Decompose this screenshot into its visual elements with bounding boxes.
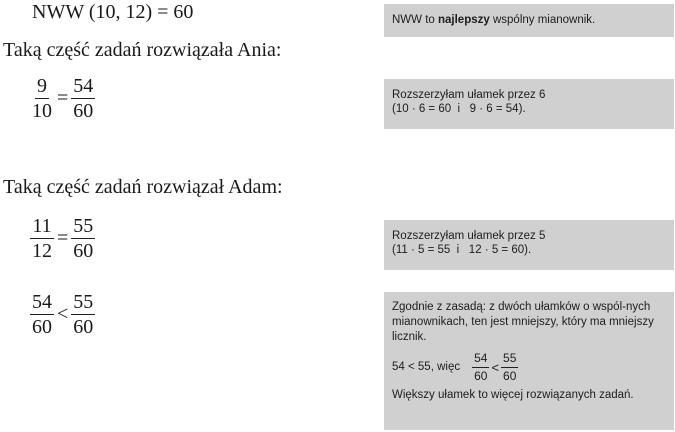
note-adam: Rozszerzyłam ułamek przez 5 (11 · 5 = 55 i 12 · 5 = 60). xyxy=(384,220,674,270)
fraction: $\frac{54}{60}$ xyxy=(73,75,94,122)
ania-equation: $\frac{9}{10}$ = $\frac{54}{60}$ xyxy=(32,75,94,122)
fraction: $\frac{54}{60}$ xyxy=(474,351,488,383)
rule-conclusion: Większy ułamek to więcej rozwiązanych zadań. xyxy=(392,389,634,401)
note-ania: Rozszerzyłam ułamek przez 6 (10 · 6 = 60 i 9 · 6 = 54). xyxy=(384,79,674,129)
emphasis: najlepszy xyxy=(438,14,490,26)
fraction: $\frac{54}{60}$ xyxy=(32,291,52,338)
fraction: $\frac{55}{60}$ xyxy=(73,291,94,338)
nww-line: NWW (10, 12) = 60 xyxy=(32,1,194,23)
rule-text: Zgodnie z zasadą: z dwóch ułamków o wspól-nych mianownikach, ten jest mniejszy, który ma mniejszy licznik. xyxy=(392,301,654,343)
fraction: $\frac{55}{60}$ xyxy=(503,351,517,383)
ania-heading: Taką część zadań rozwiązała Ania: xyxy=(3,39,282,61)
fraction: $\frac{55}{60}$ xyxy=(73,215,94,262)
fraction: $\frac{11}{12}$ xyxy=(32,215,52,262)
rule-inequality: 54 < 55, więc $\frac{54}{60}$ < $\frac{55}{60}$ xyxy=(392,351,517,383)
note-nww: NWW to najlepszy wspólny mianownik. xyxy=(384,4,674,37)
comparison-inequality: $\frac{54}{60}$ < $\frac{55}{60}$ xyxy=(32,291,94,338)
adam-equation: $\frac{11}{12}$ = $\frac{55}{60}$ xyxy=(32,215,94,262)
adam-heading: Taką część zadań rozwiązał Adam: xyxy=(3,176,283,198)
fraction: $\frac{9}{10}$ xyxy=(32,75,52,122)
note-rule xyxy=(384,292,674,430)
